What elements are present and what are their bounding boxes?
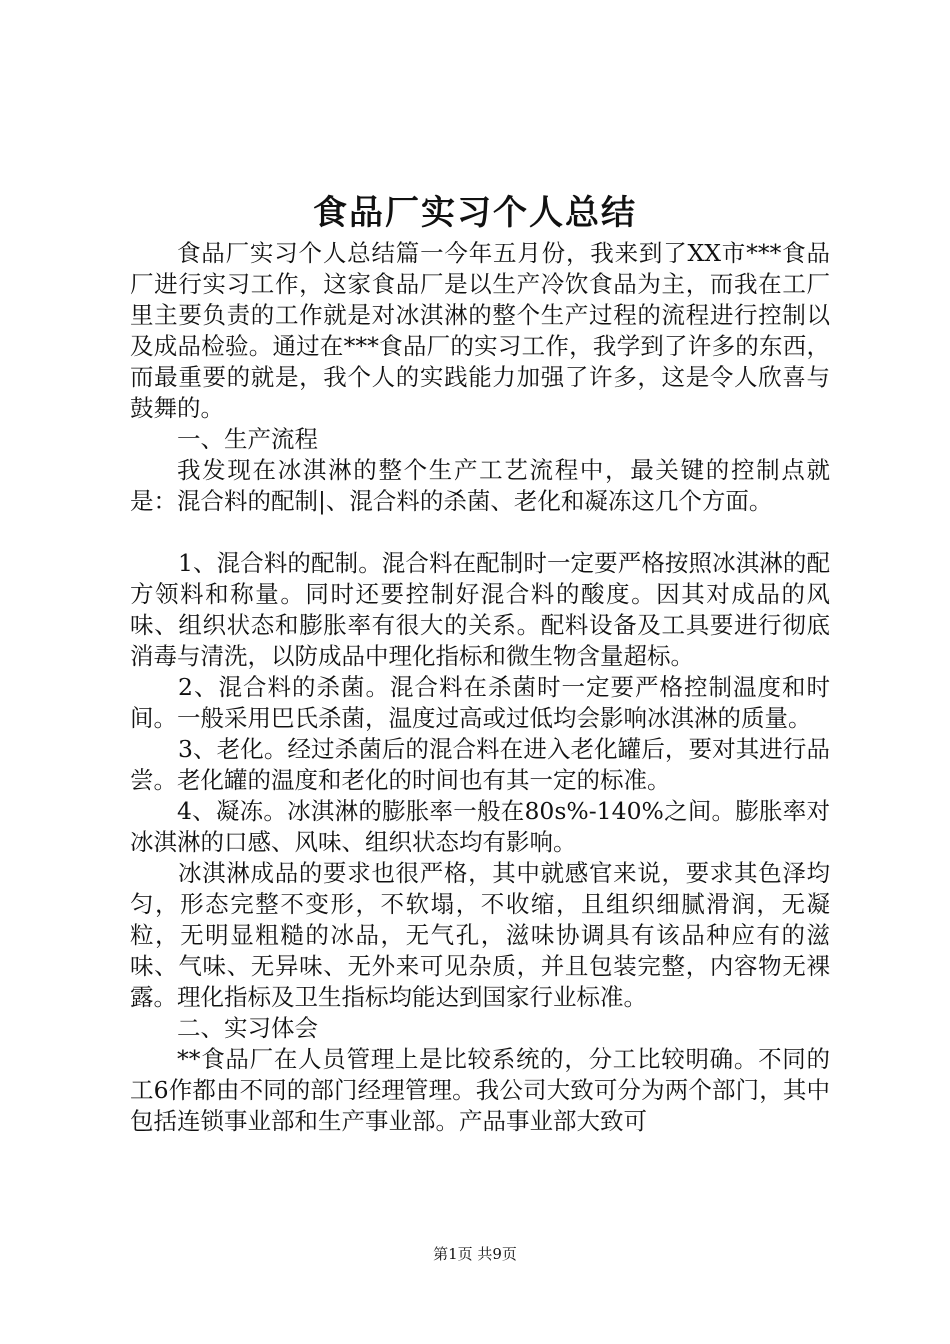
section-heading-production: 一、生产流程: [177, 425, 318, 453]
page-footer: 第1页 共9页: [433, 1245, 517, 1263]
blank-line: [130, 517, 830, 548]
paragraph-management: **食品厂在人员管理上是比较系统的，分工比较明确。不同的工6作都由不同的部门经理管理。我公司大致可分为两个部门，其中包括连锁事业部和生产事业部。产品事业部大致可: [130, 1045, 830, 1135]
document-body: [130, 238, 830, 1137]
paragraph-item-1: 1、混合料的配制。混合料在配制时一定要严格按照冰淇淋的配方领料和称量。同时还要控制好混合料的酸度。因其对成品的风味、组织状态和膨胀率有很大的关系。配料设备及工具要进行彻底消毒与清洗，以防成品中理化指标和微生物含量超标。: [130, 549, 830, 670]
paragraph-key-points: 我发现在冰淇淋的整个生产工艺流程中，最关键的控制点就是：混合料的配制|、混合料的杀菌、老化和凝冻这几个方面。: [130, 456, 830, 515]
paragraph-item-4: 4、凝冻。冰淇淋的膨胀率一般在80s%-140%之间。膨胀率对冰淇淋的口感、风味、组织状态均有影响。: [130, 797, 830, 856]
document-title: 食品厂实习个人总结: [313, 193, 637, 233]
paragraph-item-2: 2、混合料的杀菌。混合料在杀菌时一定要严格控制温度和时间。一般采用巴氏杀菌，温度过高或过低均会影响冰淇淋的质量。: [130, 673, 830, 732]
section-heading-experience: 二、实习体会: [177, 1014, 318, 1042]
paragraph-item-3: 3、老化。经过杀菌后的混合料在进入老化罐后，要对其进行品尝。老化罐的温度和老化的时间也有其一定的标准。: [130, 735, 830, 794]
paragraph-intro: 食品厂实习个人总结篇一今年五月份，我来到了XX市***食品厂进行实习工作，这家食品厂是以生产冷饮食品为主，而我在工厂里主要负责的工作就是对冰淇淋的整个生产过程的流程进行控制以及成品检验。通过在***食品厂的实习工作，我学到了许多的东西，而最重要的就是，我个人的实践能力加强了许多，这是令人欣喜与鼓舞的。: [130, 239, 830, 422]
paragraph-product-requirements: 冰淇淋成品的要求也很严格，其中就感官来说，要求其色泽均匀，形态完整不变形，不软塌，不收缩，且组织细腻滑润，无凝粒，无明显粗糙的冰品，无气孔，滋味协调具有该品种应有的滋味、气味、无异味、无外来可见杂质，并且包装完整，内容物无裸露。理化指标及卫生指标均能达到国家行业标准。: [130, 859, 830, 1011]
